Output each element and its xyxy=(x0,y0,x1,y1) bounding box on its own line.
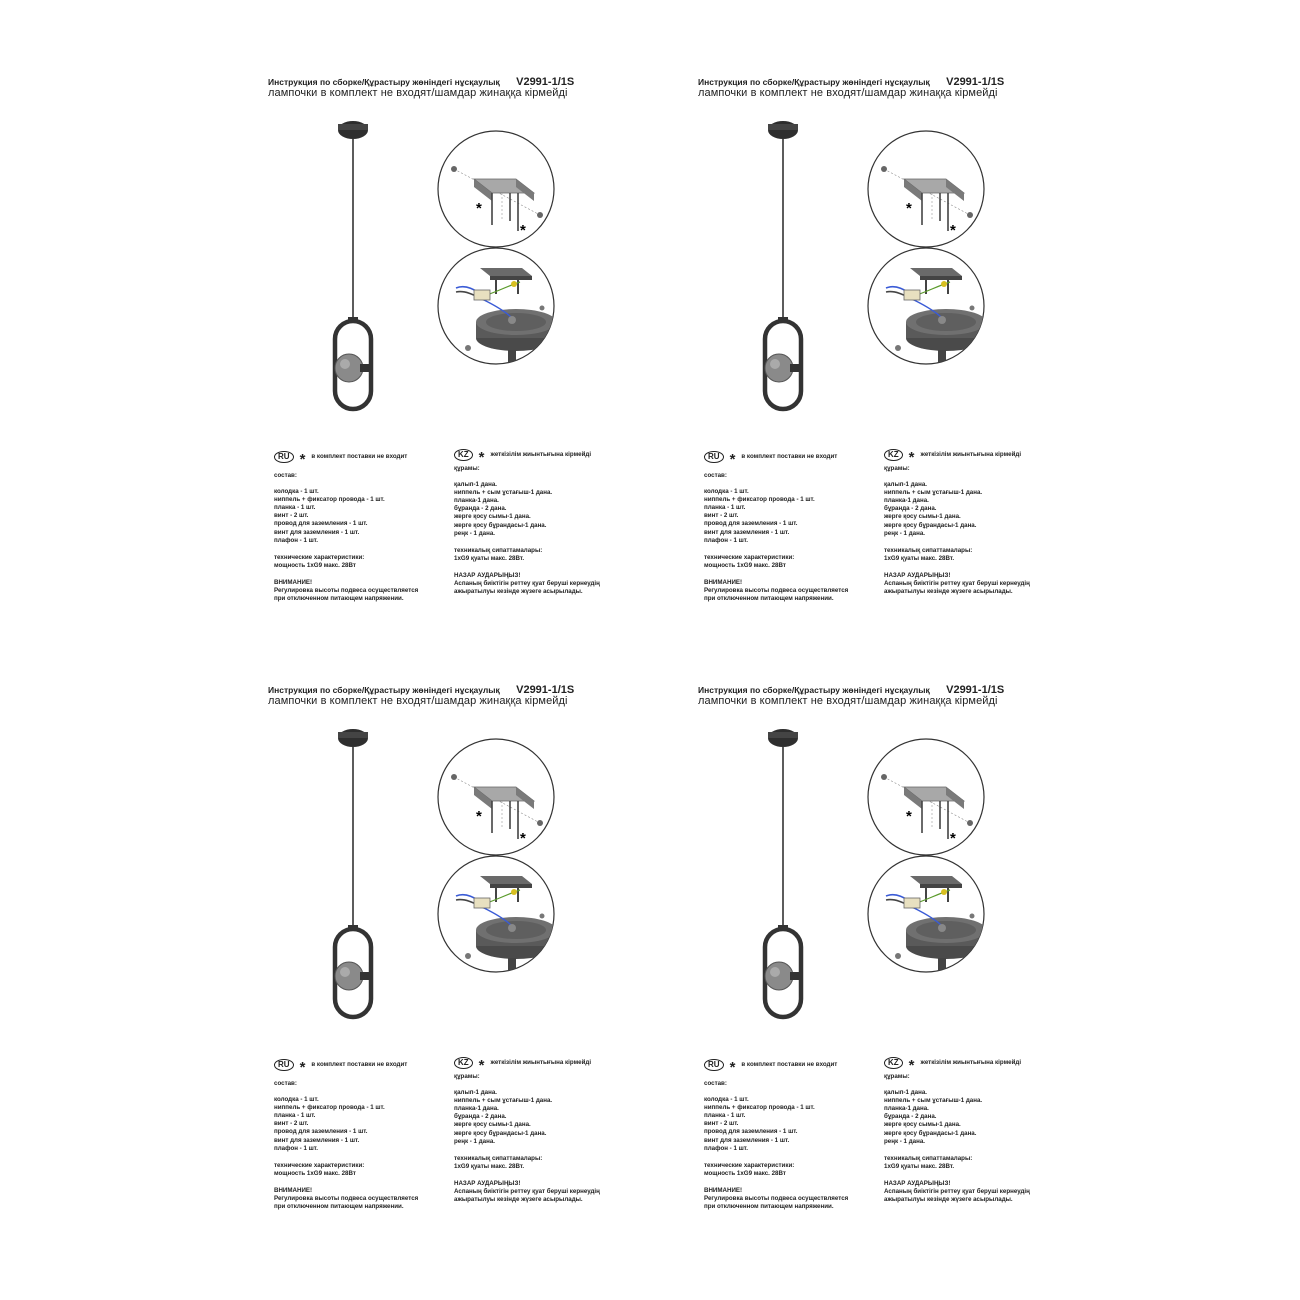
bracket-mounting-diagram xyxy=(436,129,556,249)
ru-contents-item: колодка - 1 шт. xyxy=(274,1096,319,1104)
instruction-title: Инструкция по сборке/Құрастыру жөніндегі нұсқаулық xyxy=(698,685,930,695)
ru-contents-item: планка - 1 шт. xyxy=(274,1112,316,1120)
ru-specs: мощность 1xG9 макс. 28Вт xyxy=(274,561,356,569)
ru-badge: RU xyxy=(704,1059,724,1071)
ru-specs: мощность 1xG9 макс. 28Вт xyxy=(704,1169,786,1177)
ru-not-included: в комплект поставки не входит xyxy=(311,452,408,460)
kz-column xyxy=(454,448,600,596)
kz-specs: 1xG9 қуаты макс. 28Вт. xyxy=(884,1162,955,1170)
not-included-star-left: * xyxy=(476,808,482,825)
ru-badge: RU xyxy=(274,451,294,463)
ru-not-included: в комплект поставки не входит xyxy=(741,452,838,460)
ru-warning-line: Регулировка высоты подвеса осуществляется xyxy=(274,587,419,595)
ru-contents-item: колодка - 1 шт. xyxy=(704,488,749,496)
ru-warning-line: Регулировка высоты подвеса осуществляется xyxy=(704,1195,849,1203)
ru-warning-line: Регулировка высоты подвеса осуществляется xyxy=(274,1195,419,1203)
kz-specs: 1xG9 қуаты макс. 28Вт. xyxy=(454,554,525,562)
bulbs-not-included-note: лампочки в комплект не входят/шамдар жинаққа кірмейді xyxy=(268,695,568,707)
kz-badge: KZ xyxy=(884,1057,903,1069)
ru-contents-item: провод для заземления - 1 шт. xyxy=(704,520,798,528)
kz-warning-title: НАЗАР АУДАРЫҢЫЗ! xyxy=(884,571,951,579)
ru-star: * xyxy=(729,451,736,468)
kz-contents-item: реңк - 1 дана. xyxy=(454,529,495,537)
kz-warning-line: ажыратылуы кезінде жүзеге асырылады. xyxy=(454,588,583,596)
ru-column xyxy=(704,450,848,603)
kz-contents-item: реңк - 1 дана. xyxy=(884,1137,925,1145)
instruction-sheet-3 xyxy=(268,684,698,1244)
kz-contents-item: бұранда - 2 дана. xyxy=(884,505,937,513)
not-included-star-left: * xyxy=(906,808,912,825)
ru-contents-item: провод для заземления - 1 шт. xyxy=(274,520,368,528)
bulbs-not-included-note: лампочки в комплект не входят/шамдар жинаққа кірмейді xyxy=(698,695,998,707)
ru-warning-title: ВНИМАНИЕ! xyxy=(274,1186,313,1194)
ru-star: * xyxy=(729,1059,736,1076)
kz-badge: KZ xyxy=(454,449,473,461)
ru-contents-title: состав: xyxy=(704,1080,727,1087)
kz-warning-line: ажыратылуы кезінде жүзеге асырылады. xyxy=(884,588,1013,596)
kz-specs-title: техникалық сипаттамалары: xyxy=(454,546,543,554)
kz-specs-title: техникалық сипаттамалары: xyxy=(884,1154,973,1162)
not-included-star-right: * xyxy=(520,830,526,847)
wiring-assembly-diagram xyxy=(866,246,986,376)
bracket-mounting-diagram xyxy=(436,737,556,857)
kz-contents-item: ниппель + сым ұстағыш-1 дана. xyxy=(884,489,983,497)
ru-contents-item: винт для заземления - 1 шт. xyxy=(704,1136,790,1144)
kz-contents-item: жерге қосу бұрандасы-1 дана. xyxy=(454,1129,547,1137)
kz-badge: KZ xyxy=(884,449,903,461)
ru-contents-title: состав: xyxy=(704,472,727,479)
kz-contents-title: құрамы: xyxy=(454,465,480,472)
instruction-title: Инструкция по сборке/Құрастыру жөніндегі нұсқаулық xyxy=(268,77,500,87)
ru-star: * xyxy=(299,451,306,468)
kz-contents-item: планка-1 дана. xyxy=(454,497,499,505)
ru-contents-item: плафон - 1 шт. xyxy=(704,536,748,544)
kz-warning-title: НАЗАР АУДАРЫҢЫЗ! xyxy=(454,1179,521,1187)
ru-contents-item: винт для заземления - 1 шт. xyxy=(274,1136,360,1144)
ru-warning-line: при отключенном питающем напряжении. xyxy=(704,1203,834,1211)
instruction-sheet-4 xyxy=(698,684,1128,1244)
kz-specs: 1xG9 қуаты макс. 28Вт. xyxy=(454,1162,525,1170)
kz-contents-item: жерге қосу бұрандасы-1 дана. xyxy=(454,521,547,529)
pendant-lamp-illustration xyxy=(748,724,828,1024)
ru-specs-title: технические характеристики: xyxy=(274,553,365,561)
ru-column xyxy=(274,450,418,603)
kz-column xyxy=(884,448,1030,596)
ru-contents-item: провод для заземления - 1 шт. xyxy=(704,1128,798,1136)
ru-specs: мощность 1xG9 макс. 28Вт xyxy=(274,1169,356,1177)
kz-contents-item: жерге қосу сымы-1 дана. xyxy=(884,1121,961,1129)
ru-column xyxy=(274,1058,418,1211)
kz-warning-line: ажыратылуы кезінде жүзеге асырылады. xyxy=(884,1196,1013,1204)
kz-contents-item: жерге қосу сымы-1 дана. xyxy=(454,1121,531,1129)
kz-not-included: жеткізілім жиынтығына кірмейді xyxy=(490,1058,592,1066)
kz-star: * xyxy=(478,449,485,466)
kz-warning-title: НАЗАР АУДАРЫҢЫЗ! xyxy=(884,1179,951,1187)
ru-contents-item: плафон - 1 шт. xyxy=(274,536,318,544)
ru-warning-line: Регулировка высоты подвеса осуществляется xyxy=(704,587,849,595)
ru-badge: RU xyxy=(704,451,724,463)
kz-contents-item: ниппель + сым ұстағыш-1 дана. xyxy=(454,489,553,497)
ru-warning-line: при отключенном питающем напряжении. xyxy=(274,1203,404,1211)
ru-contents-item: колодка - 1 шт. xyxy=(704,1096,749,1104)
kz-not-included: жеткізілім жиынтығына кірмейді xyxy=(920,1058,1022,1066)
ru-warning-line: при отключенном питающем напряжении. xyxy=(274,595,404,603)
kz-star: * xyxy=(908,1057,915,1074)
ru-badge: RU xyxy=(274,1059,294,1071)
ru-contents-item: винт - 2 шт. xyxy=(274,1120,309,1128)
model-number: V2991-1/1S xyxy=(946,684,1005,696)
instruction-sheet-1 xyxy=(268,76,698,636)
kz-column xyxy=(884,1056,1030,1204)
not-included-star-right: * xyxy=(520,222,526,239)
kz-not-included: жеткізілім жиынтығына кірмейді xyxy=(920,450,1022,458)
ru-warning-title: ВНИМАНИЕ! xyxy=(704,578,743,586)
ru-specs-title: технические характеристики: xyxy=(704,553,795,561)
kz-contents-item: қалып-1 дана. xyxy=(884,1089,927,1097)
kz-contents-title: құрамы: xyxy=(454,1073,480,1080)
ru-contents-item: провод для заземления - 1 шт. xyxy=(274,1128,368,1136)
ru-contents-item: винт - 2 шт. xyxy=(704,1120,739,1128)
kz-contents-item: ниппель + сым ұстағыш-1 дана. xyxy=(884,1097,983,1105)
kz-contents-item: жерге қосу бұрандасы-1 дана. xyxy=(884,521,977,529)
kz-warning-title: НАЗАР АУДАРЫҢЫЗ! xyxy=(454,571,521,579)
kz-contents-item: жерге қосу сымы-1 дана. xyxy=(454,513,531,521)
ru-warning-title: ВНИМАНИЕ! xyxy=(704,1186,743,1194)
kz-warning-line: Аспаның биіктігін реттеу қуат беруші кернеудің xyxy=(454,580,600,588)
model-number: V2991-1/1S xyxy=(516,684,575,696)
kz-badge: KZ xyxy=(454,1057,473,1069)
ru-contents-item: планка - 1 шт. xyxy=(274,504,316,512)
ru-contents-item: ниппель + фиксатор провода - 1 шт. xyxy=(274,496,385,504)
kz-specs: 1xG9 қуаты макс. 28Вт. xyxy=(884,554,955,562)
ru-not-included: в комплект поставки не входит xyxy=(311,1060,408,1068)
kz-contents-item: бұранда - 2 дана. xyxy=(454,1113,507,1121)
kz-contents-item: қалып-1 дана. xyxy=(454,481,497,489)
ru-warning-line: при отключенном питающем напряжении. xyxy=(704,595,834,603)
ru-contents-item: винт для заземления - 1 шт. xyxy=(274,528,360,536)
bracket-mounting-diagram xyxy=(866,129,986,249)
not-included-star-right: * xyxy=(950,830,956,847)
not-included-star-left: * xyxy=(906,200,912,217)
pendant-lamp-illustration xyxy=(318,116,398,416)
ru-contents-title: состав: xyxy=(274,1080,297,1087)
ru-specs-title: технические характеристики: xyxy=(704,1161,795,1169)
kz-warning-line: Аспаның биіктігін реттеу қуат беруші кернеудің xyxy=(884,580,1030,588)
kz-contents-title: құрамы: xyxy=(884,1073,910,1080)
ru-specs: мощность 1xG9 макс. 28Вт xyxy=(704,561,786,569)
not-included-star-left: * xyxy=(476,200,482,217)
ru-contents-item: винт - 2 шт. xyxy=(704,512,739,520)
wiring-assembly-diagram xyxy=(866,854,986,984)
kz-contents-item: қалып-1 дана. xyxy=(884,481,927,489)
kz-contents-item: реңк - 1 дана. xyxy=(884,529,925,537)
kz-not-included: жеткізілім жиынтығына кірмейді xyxy=(490,450,592,458)
bulbs-not-included-note: лампочки в комплект не входят/шамдар жинаққа кірмейді xyxy=(698,87,998,99)
kz-contents-item: бұранда - 2 дана. xyxy=(884,1113,937,1121)
kz-contents-item: планка-1 дана. xyxy=(454,1105,499,1113)
wiring-assembly-diagram xyxy=(436,246,556,376)
kz-contents-title: құрамы: xyxy=(884,465,910,472)
ru-contents-item: плафон - 1 шт. xyxy=(274,1144,318,1152)
ru-not-included: в комплект поставки не входит xyxy=(741,1060,838,1068)
ru-contents-item: плафон - 1 шт. xyxy=(704,1144,748,1152)
kz-contents-item: қалып-1 дана. xyxy=(454,1089,497,1097)
ru-contents-item: винт для заземления - 1 шт. xyxy=(704,528,790,536)
ru-contents-item: планка - 1 шт. xyxy=(704,504,746,512)
instruction-title: Инструкция по сборке/Құрастыру жөніндегі нұсқаулық xyxy=(268,685,500,695)
ru-contents-item: планка - 1 шт. xyxy=(704,1112,746,1120)
kz-warning-line: ажыратылуы кезінде жүзеге асырылады. xyxy=(454,1196,583,1204)
pendant-lamp-illustration xyxy=(318,724,398,1024)
kz-contents-item: жерге қосу сымы-1 дана. xyxy=(884,513,961,521)
kz-contents-item: реңк - 1 дана. xyxy=(454,1137,495,1145)
ru-column xyxy=(704,1058,848,1211)
ru-specs-title: технические характеристики: xyxy=(274,1161,365,1169)
kz-contents-item: планка-1 дана. xyxy=(884,497,929,505)
instruction-title: Инструкция по сборке/Құрастыру жөніндегі нұсқаулық xyxy=(698,77,930,87)
ru-contents-item: ниппель + фиксатор провода - 1 шт. xyxy=(274,1104,385,1112)
bracket-mounting-diagram xyxy=(866,737,986,857)
not-included-star-right: * xyxy=(950,222,956,239)
kz-contents-item: жерге қосу бұрандасы-1 дана. xyxy=(884,1129,977,1137)
kz-star: * xyxy=(478,1057,485,1074)
model-number: V2991-1/1S xyxy=(946,76,1005,88)
kz-specs-title: техникалық сипаттамалары: xyxy=(884,546,973,554)
ru-warning-title: ВНИМАНИЕ! xyxy=(274,578,313,586)
ru-contents-item: ниппель + фиксатор провода - 1 шт. xyxy=(704,496,815,504)
ru-star: * xyxy=(299,1059,306,1076)
kz-contents-item: бұранда - 2 дана. xyxy=(454,505,507,513)
ru-contents-title: состав: xyxy=(274,472,297,479)
ru-contents-item: винт - 2 шт. xyxy=(274,512,309,520)
kz-specs-title: техникалық сипаттамалары: xyxy=(454,1154,543,1162)
kz-column xyxy=(454,1056,600,1204)
kz-warning-line: Аспаның биіктігін реттеу қуат беруші кернеудің xyxy=(454,1188,600,1196)
pendant-lamp-illustration xyxy=(748,116,828,416)
ru-contents-item: колодка - 1 шт. xyxy=(274,488,319,496)
kz-contents-item: ниппель + сым ұстағыш-1 дана. xyxy=(454,1097,553,1105)
kz-warning-line: Аспаның биіктігін реттеу қуат беруші кернеудің xyxy=(884,1188,1030,1196)
ru-contents-item: ниппель + фиксатор провода - 1 шт. xyxy=(704,1104,815,1112)
kz-star: * xyxy=(908,449,915,466)
kz-contents-item: планка-1 дана. xyxy=(884,1105,929,1113)
model-number: V2991-1/1S xyxy=(516,76,575,88)
bulbs-not-included-note: лампочки в комплект не входят/шамдар жинаққа кірмейді xyxy=(268,87,568,99)
wiring-assembly-diagram xyxy=(436,854,556,984)
instruction-sheet-2 xyxy=(698,76,1128,636)
